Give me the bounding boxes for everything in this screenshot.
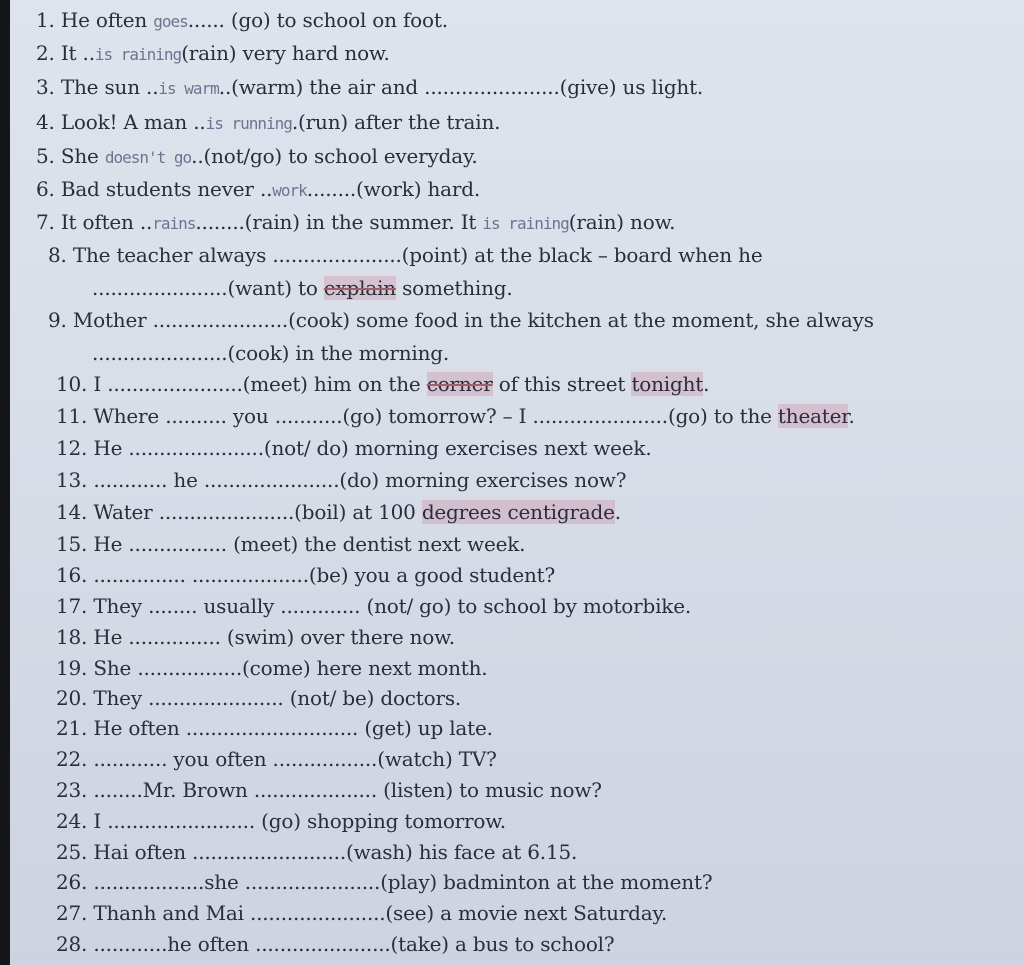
line-text: something.: [395, 276, 513, 300]
line-text: 13. ............ he ......................(do) morning exercises now?: [56, 468, 627, 492]
line-text: .: [848, 404, 855, 428]
handwritten-answer: is raining: [482, 214, 569, 233]
line-text: 18. He ............... (swim) over there now.: [56, 625, 455, 649]
line-text: 25. Hai often .........................(wash) his face at 6.15.: [56, 840, 578, 864]
line-text: .(run) after the train.: [291, 110, 501, 134]
handwritten-answer: work: [272, 181, 307, 200]
line-text: ...... (go) to school on foot.: [187, 8, 448, 32]
highlighted-word: degrees centigrade: [421, 500, 615, 524]
exercise-line: [56, 809, 506, 833]
line-text: 22. ............ you often .................(watch) TV?: [56, 747, 497, 771]
exercise-line: [56, 404, 855, 428]
line-text: 26. ..................she ......................(play) badminton at the moment?: [56, 870, 713, 894]
line-text: 21. He often ............................ (get) up late.: [56, 716, 493, 740]
line-text: 15. He ................ (meet) the dentist next week.: [56, 532, 526, 556]
line-text: ..(warm) the air and ......................(give) us light.: [218, 75, 704, 99]
highlighted-word: theater: [777, 404, 849, 428]
exercise-line: [56, 563, 555, 587]
handwritten-answer: rains: [152, 214, 196, 233]
exercise-line: [56, 932, 614, 956]
exercise-line: [56, 468, 626, 492]
exercise-line: [36, 210, 675, 236]
line-text: ......................(cook) in the morning.: [92, 341, 450, 365]
exercise-line: [56, 594, 691, 618]
line-text: ........(rain) in the summer. It: [195, 210, 483, 234]
exercise-line: [56, 532, 525, 556]
line-text: 24. I ........................ (go) shopping tomorrow.: [56, 809, 506, 833]
line-text: 14. Water ......................(boil) at 100: [56, 500, 422, 524]
line-text: 27. Thanh and Mai ......................(see) a movie next Saturday.: [56, 901, 668, 925]
exercise-line: [36, 75, 703, 101]
line-text: 11. Where .......... you ...........(go) tomorrow? – I ......................(go) to the: [56, 404, 778, 428]
line-text: ........(work) hard.: [306, 177, 480, 201]
exercise-line: [56, 778, 602, 802]
exercise-line: [36, 41, 390, 67]
exercise-line: [36, 110, 500, 136]
marked-word: corner: [426, 372, 493, 396]
exercise-line: [56, 747, 497, 771]
line-text: 7. It often ..: [36, 210, 153, 234]
line-text: 19. She .................(come) here next month.: [56, 656, 488, 680]
line-text: 20. They ...................... (not/ be) doctors.: [56, 686, 462, 710]
line-text: 9. Mother ......................(cook) some food in the kitchen at the moment, she always: [48, 308, 874, 332]
exercise-line: [56, 500, 621, 524]
exercise-line: [36, 144, 478, 170]
line-text: 10. I ......................(meet) him on the: [56, 372, 427, 396]
exercise-line: [56, 656, 487, 680]
exercise-line: [56, 901, 667, 925]
line-text: 4. Look! A man ..: [36, 110, 206, 134]
exercise-line: [56, 870, 712, 894]
line-text: 12. He ......................(not/ do) morning exercises next week.: [56, 436, 652, 460]
exercise-line: [56, 840, 577, 864]
exercise-line: [36, 8, 448, 34]
exercise-line: [92, 276, 513, 300]
line-text: 5. She: [36, 144, 105, 168]
highlighted-word: tonight: [631, 372, 704, 396]
line-text: 16. ............... ...................(be) you a good student?: [56, 563, 556, 587]
marked-word: explain: [323, 276, 396, 300]
line-text: 23. ........Mr. Brown .................... (listen) to music now?: [56, 778, 602, 802]
exercise-line: [48, 243, 762, 267]
exercise-line: [48, 308, 874, 332]
line-text: 6. Bad students never ..: [36, 177, 273, 201]
worksheet-page: [10, 0, 1024, 965]
exercise-line: [56, 372, 709, 396]
handwritten-answer: is raining: [94, 45, 182, 64]
line-text: .: [614, 500, 621, 524]
exercise-line: [56, 686, 461, 710]
line-text: 28. ............he often ......................(take) a bus to school?: [56, 932, 615, 956]
handwritten-answer: doesn't go: [104, 148, 192, 167]
line-text: 1. He often: [36, 8, 154, 32]
handwritten-answer: is running: [205, 114, 292, 133]
line-text: (rain) very hard now.: [181, 41, 390, 65]
handwritten-answer: is warm: [158, 79, 219, 98]
line-text: 17. They ........ usually ............. (not/ go) to school by motorbike.: [56, 594, 691, 618]
line-text: .: [703, 372, 710, 396]
handwritten-answer: goes: [153, 12, 188, 31]
exercise-line: [56, 436, 652, 460]
line-text: of this street: [492, 372, 632, 396]
line-text: 3. The sun ..: [36, 75, 159, 99]
exercise-line: [92, 341, 449, 365]
line-text: 8. The teacher always .....................(point) at the black – board when he: [48, 243, 763, 267]
exercise-line: [56, 716, 493, 740]
exercise-line: [36, 177, 480, 203]
photo-dark-edge: [0, 0, 10, 965]
line-text: ......................(want) to: [92, 276, 324, 300]
exercise-line: [56, 625, 455, 649]
line-text: (rain) now.: [568, 210, 676, 234]
line-text: ..(not/go) to school everyday.: [191, 144, 478, 168]
line-text: 2. It ..: [36, 41, 95, 65]
